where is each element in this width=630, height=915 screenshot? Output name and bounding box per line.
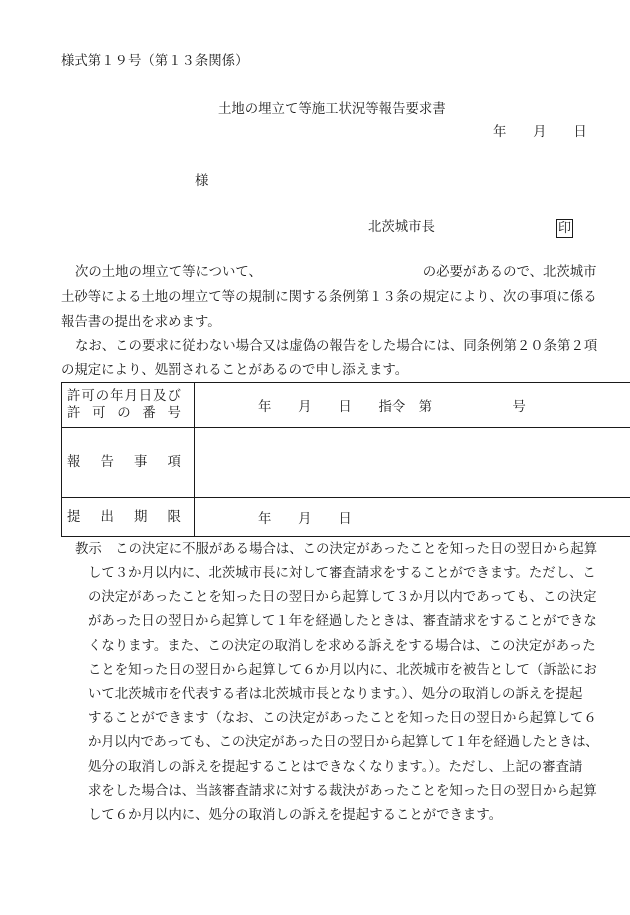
notice-line: か月以内であっても、この決定があった日の翌日から起算して１年を経過したときは、 — [88, 735, 599, 750]
deadline-label-cell — [62, 498, 202, 537]
notice-line-1 — [75, 542, 597, 558]
permit-label-cell — [62, 383, 195, 428]
issuer-name: 北茨城市長 — [368, 220, 435, 235]
permit-date-number-field: 年 月 日 指令 第 号 — [258, 399, 526, 415]
notice-line: くなります。また、この決定の取消しを求める訴えをする場合は、この決定があった — [88, 639, 596, 654]
notice-line: して３か月以内に、北茨城市長に対して審査請求をすることができます。ただし、こ — [88, 566, 596, 581]
date-line: 年 月 日 — [493, 125, 587, 140]
notice-line: があった日の翌日から起算して１年を経過したときは、審査請求をすることができな — [88, 614, 597, 629]
table-row-permit — [62, 383, 630, 428]
permit-date-label: 許可の年月日及び — [67, 389, 182, 404]
request-line-1-start: 次の土地の埋立て等について、 — [75, 265, 262, 280]
deadline-label: 提出期限 — [67, 509, 202, 525]
table-row-report-items — [62, 428, 630, 498]
report-items-label-cell — [62, 428, 202, 498]
addressee-honorific: 様 — [195, 174, 209, 189]
report-items-table — [61, 382, 630, 537]
notice-line: して６か月以内に、処分の取消しの訴えを提起することができます。 — [88, 808, 503, 823]
request-line-4: なお、この要求に従わない場合又は虚偽の報告をした場合には、同条例第２０条第２項 — [75, 339, 598, 354]
seal-box: 印 — [557, 221, 571, 236]
report-items-value-cell — [195, 428, 630, 498]
notice-label: 教示 — [75, 542, 102, 557]
request-line-1-end: の必要があるので、北茨城市 — [422, 265, 597, 280]
request-line-1 — [75, 265, 597, 281]
notice-line: 求をした場合は、当該審査請求に対する裁決があったことを知った日の翌日から起算 — [88, 784, 597, 799]
notice-text-start: この決定に不服がある場合は、この決定があったことを知った日の翌日から起算 — [115, 542, 598, 557]
request-line-5: の規定により、処罰されることがあるので申し添えます。 — [61, 363, 409, 378]
purpose-blank — [262, 275, 423, 276]
notice-line: することができます（なお、この決定があったことを知った日の翌日から起算して６ — [88, 711, 597, 726]
notice-line: の決定があったことを知った日の翌日から起算して３か月以内であっても、この決定 — [88, 590, 597, 605]
permit-number-label: 許可の番号 — [67, 406, 193, 421]
deadline-value-cell — [195, 498, 630, 537]
permit-value-cell — [195, 383, 630, 428]
request-line-3: 報告書の提出を求めます。 — [61, 315, 221, 330]
deadline-date-field: 年 月 日 — [258, 511, 352, 527]
table-row-deadline — [62, 498, 630, 537]
request-line-2: 土砂等による土地の埋立て等の規制に関する条例第１３条の規定により、次の事項に係る — [61, 290, 597, 305]
report-items-label: 報告事項 — [67, 455, 202, 470]
form-number: 様式第１９号（第１３条関係） — [61, 54, 249, 69]
document-title: 土地の埋立て等施工状況等報告要求書 — [218, 102, 446, 117]
notice-line: 処分の取消しの訴えを提起することはできなくなります。）。ただし、上記の審査請 — [88, 760, 583, 775]
notice-line: いて北茨城市を代表する者は北茨城市長となります。）、処分の取消しの訴えを提起 — [88, 687, 583, 702]
notice-line: ことを知った日の翌日から起算して６か月以内に、北茨城市を被告として（訴訟にお — [88, 663, 597, 678]
